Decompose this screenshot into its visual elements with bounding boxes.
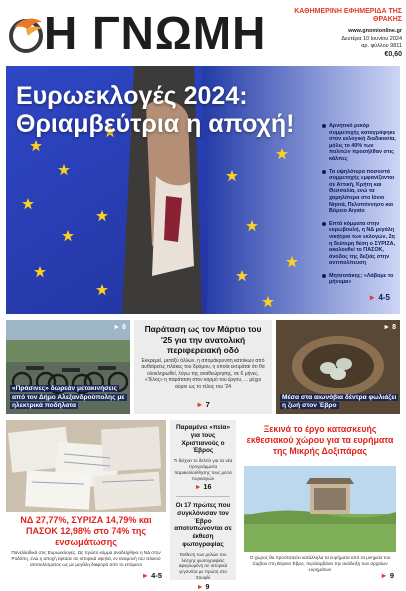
hero-bullets [316, 120, 400, 295]
brief-evros[interactable] [173, 424, 233, 491]
arrow-right-icon: ► [380, 571, 388, 580]
website-link[interactable]: www.gnomionline.gr [348, 28, 402, 34]
hero-bullet: Αρνητικό ρεκόρ συμμετοχής καταγράφηκε στον εκλογική διαδικασία, μόλις το 40% των πολιτών προσήλθαν στις κάλπες [322, 123, 396, 163]
exhibit-site-photo [244, 466, 396, 552]
arrow-right-icon: ► [113, 324, 121, 331]
bullet-dot-icon [322, 170, 326, 174]
results-summary: Πανελλαδικά στις Ευρωεκλογές. Ως πρώτο κόμμα αναδείχθηκε η ΝΔ στην Ροδόπη, ενώ η αποχή έφτασε σε ιστορικά υψηλά, εν αναμονή του τελικού αποτελέσματος ως με μεγάλη διαφορά από το επόμενο [11, 550, 161, 567]
brief-photo-exhibit[interactable] [173, 502, 233, 591]
ballots-photo [6, 420, 166, 512]
bikes-page-ref[interactable]: ► 6 [113, 324, 126, 331]
arrow-right-icon: ► [194, 484, 202, 492]
results-page-ref[interactable]: ► 4-5 [141, 571, 162, 580]
nest-caption: Μέσα στα αιωνόβια δέντρα φωλιάζει η ζωή στον Έβρο [282, 393, 397, 409]
bikes-story[interactable] [6, 320, 130, 414]
hero-headline-line2: Θριαμβεύτρια η αποχή! [16, 110, 295, 138]
arrow-right-icon: ► [368, 293, 377, 302]
brief-headline: Παραμένει «πεία» για τους Χριστιανούς ο Έβρος [175, 424, 231, 455]
hero-headline-line1: Ευρωεκλογές 2024: [16, 82, 248, 110]
issue-date: Δευτέρα 10 Ιουνίου 2024 [341, 35, 402, 42]
arrow-right-icon: ► [196, 583, 204, 591]
bullet-dot-icon [322, 274, 326, 278]
ring-road-page-ref[interactable]: ► 7 [196, 400, 210, 409]
paper-name: Η ΓΝΩΜΗ [44, 7, 267, 59]
exhibit-space-headline: Ξεκινά το έργο κατασκευής εκθεσιακού χώρου για τα ευρήματα της Μικρής Δοξιπάρας [246, 424, 394, 456]
results-story[interactable] [6, 420, 166, 580]
ring-road-story[interactable] [134, 320, 272, 414]
arrow-right-icon: ► [196, 400, 204, 409]
masthead [0, 0, 406, 64]
exhibit-space-summary: Ο χώρος θα προστατεύει κατάλληλα τα ευρήματα από τα μνημεία του τύμβου στη Βόρεια Έβρο, περιλαμβάνει την ανάδειξη των αρχαίων ευρημάτων [249, 555, 391, 572]
hero-headline [16, 82, 316, 138]
exhibit-space-story[interactable] [240, 420, 400, 580]
brief-page-ref[interactable]: ► 9 [196, 583, 210, 591]
hero-bullet: Τα υψηλότερα ποσοστά συμμετοχής εμφανίζονται σε Αττική, Κρήτη και Θεσσαλία, ενώ τα χαμηλότερα στο Ιόνιο Νησιά, Πελοπόννησο και Βόρειο Αιγαίο [322, 169, 396, 215]
hero-bullet: Μητσοτάκης: «Λάβαμε το μήνυμα» [322, 273, 396, 286]
results-headline: ΝΔ 27,77%, ΣΥΡΙΖΑ 14,79% και ΠΑΣΟΚ 12,98% στο 74% της ενσωμάτωσης [20, 515, 152, 547]
hero-story[interactable] [6, 66, 400, 314]
nest-story[interactable] [276, 320, 400, 414]
ring-road-summary: Εκκρεμεί, μεταξύ άλλων, η απομάκρυνση κατοίκων από αυθαίρετες πλάκες του δρόμου, η οποία εκτιμάται ότι θα ολοκληρωθεί, λόγω της αναθεώρησης, σε 6 μήνες. «Τέλος» η παράταση στον κορμό του έργου, ... μέχρι αύριο ως το τέλος του '24 [141, 358, 265, 390]
brief-page-ref[interactable]: ► 16 [194, 484, 212, 492]
brief-summary: Τι δείχνει το δελτίο για τα νέα προγράμματα παρακολούθησης τους μέσα πυρκαγιών [173, 458, 233, 481]
exhibit-space-page-ref[interactable]: ► 9 [380, 571, 394, 580]
arrow-right-icon: ► [383, 324, 391, 331]
brief-summary: Έκθεση των μελών του λέσχης φωτογραφίας αφιερωμένη σε ιστορικά γεγονότα με πρώτη στο Σουφλί [178, 551, 228, 580]
brief-headline: Οι 17 πρώτες που συγκλόνισαν τον Έβρο αποτυπώνονται σε έκθεση φωτογραφίας [174, 502, 232, 548]
bullet-dot-icon [322, 222, 326, 226]
bullet-dot-icon [322, 124, 326, 128]
tagline: ΚΑΘΗΜΕΡΙΝΗ ΕΦΗΜΕΡΙΔΑ ΤΗΣ ΘΡΑΚΗΣ [294, 8, 402, 23]
bikes-caption: «Πράσινες» δωρεάν μετακινήσεις από τον Δήμο Αλεξανδρούπολης με ηλεκτρικά ποδήλατα [12, 385, 125, 409]
hero-page-ref[interactable]: ► 4-5 [368, 293, 390, 302]
ring-road-headline: Παράταση ως τον Μάρτιο του '25 για την ανατολική περιφερειακή οδό [144, 324, 262, 355]
issue-number: αρ. φύλλου 9811 [361, 43, 402, 49]
issue-meta [341, 28, 402, 58]
issue-price: €0,60 [384, 50, 402, 58]
brief-divider [176, 496, 230, 497]
arrow-right-icon: ► [141, 571, 150, 580]
briefs-column [170, 420, 236, 591]
nest-page-ref[interactable]: ► 8 [383, 324, 396, 331]
hero-bullet: Επτά κόμματα στην ευρωβουλή, η ΝΔ μεγάλη νικήτρια των εκλογών, 2η η δεύτερη θέση ο ΣΥΡΙΖΑ, ακολουθεί το ΠΑΣΟΚ, άνοδος της δεξιάς στην αντιπολίτευση [322, 221, 396, 267]
dove-icon [6, 14, 46, 54]
